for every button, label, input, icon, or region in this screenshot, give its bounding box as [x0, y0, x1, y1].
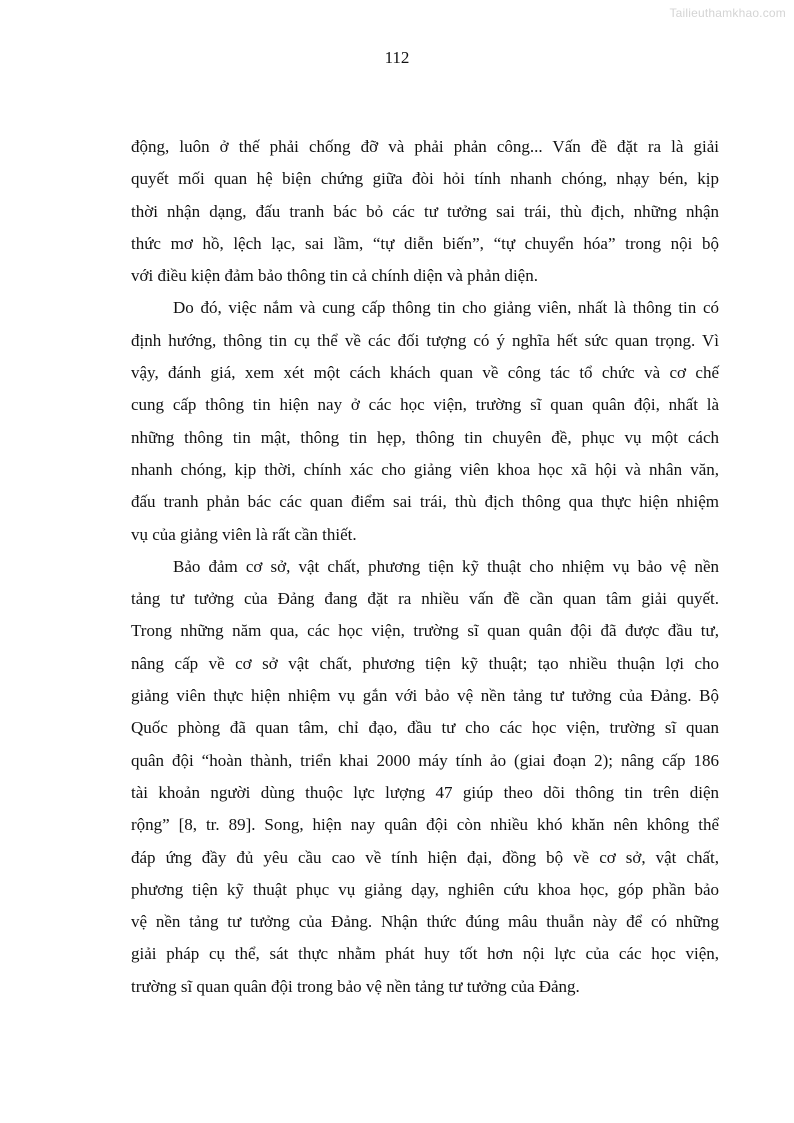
watermark: Tailieuthamkhao.com [669, 6, 786, 20]
text-line: quân đội “hoàn thành, triển khai 2000 máy tính ảo (giai đoạn 2); nâng cấp 186 [131, 750, 719, 770]
text-line: vậy, đánh giá, xem xét một cách khách quan về công tác tổ chức và cơ chế [131, 363, 719, 383]
paragraph-first-line: Do đó, việc nắm và cung cấp thông tin cho giảng viên, nhất là thông tin có [173, 298, 719, 318]
text-line: vệ nền tảng tư tưởng của Đảng. Nhận thức đúng mâu thuẫn này để có những [131, 912, 719, 932]
text-line: nâng cấp về cơ sở vật chất, phương tiện kỹ thuật; tạo nhiều thuận lợi cho [131, 653, 719, 673]
text-line: giải pháp cụ thể, sát thực nhằm phát huy tốt hơn nội lực của các học viện, [131, 944, 719, 964]
page-number: 112 [384, 48, 410, 67]
text-line: thức mơ hồ, lệch lạc, sai lầm, “tự diễn biến”, “tự chuyển hóa” trong nội bộ [131, 233, 719, 253]
text-line: Trong những năm qua, các học viện, trường sĩ quan quân đội đã được đầu tư, [131, 621, 719, 641]
text-line: tài khoản người dùng thuộc lực lượng 47 giúp theo dõi thông tin trên diện [131, 782, 719, 802]
body-text [131, 131, 719, 1003]
text-line: cung cấp thông tin hiện nay ở các học viện, trường sĩ quan quân đội, nhất là [131, 395, 719, 415]
paragraph-first-line: Bảo đảm cơ sở, vật chất, phương tiện kỹ thuật cho nhiệm vụ bảo vệ nền [173, 556, 719, 576]
text-line: những thông tin mật, thông tin hẹp, thông tin chuyên đề, phục vụ một cách [131, 427, 719, 447]
text-line: quyết mối quan hệ biện chứng giữa đòi hỏi tính nhanh chóng, nhạy bén, kịp [131, 169, 719, 189]
text-line: phương tiện kỹ thuật phục vụ giảng dạy, nghiên cứu khoa học, góp phần bảo [131, 879, 719, 899]
text-line: rộng” [8, tr. 89]. Song, hiện nay quân đội còn nhiều khó khăn nên không thể [131, 815, 719, 835]
text-line: trường sĩ quan quân đội trong bảo vệ nền tảng tư tưởng của Đảng. [131, 976, 580, 996]
text-line: động, luôn ở thế phải chống đỡ và phải phản công... Vấn đề đặt ra là giải [131, 137, 719, 156]
text-line: thời nhận dạng, đấu tranh bác bỏ các tư tưởng sai trái, thù địch, những nhận [131, 201, 719, 221]
text-line: đấu tranh phản bác các quan điểm sai trái, thù địch thông qua thực hiện nhiệm [131, 492, 719, 512]
text-line: Quốc phòng đã quan tâm, chỉ đạo, đầu tư cho các học viện, trường sĩ quan [131, 718, 719, 738]
text-line: định hướng, thông tin cụ thể về các đối tượng có ý nghĩa hết sức quan trọng. Vì [131, 330, 719, 350]
text-line: giảng viên thực hiện nhiệm vụ gắn với bảo vệ nền tảng tư tưởng của Đảng. Bộ [131, 686, 719, 706]
text-line: vụ của giảng viên là rất cần thiết. [131, 524, 357, 544]
text-line: với điều kiện đảm bảo thông tin cả chính diện và phản diện. [131, 266, 538, 286]
text-line: tảng tư tưởng của Đảng đang đặt ra nhiều vấn đề cần quan tâm giải quyết. [131, 589, 719, 609]
text-line: nhanh chóng, kịp thời, chính xác cho giảng viên khoa học xã hội và nhân văn, [131, 459, 719, 479]
text-line: đáp ứng đầy đủ yêu cầu cao về tính hiện đại, đồng bộ về cơ sở, vật chất, [131, 847, 719, 867]
